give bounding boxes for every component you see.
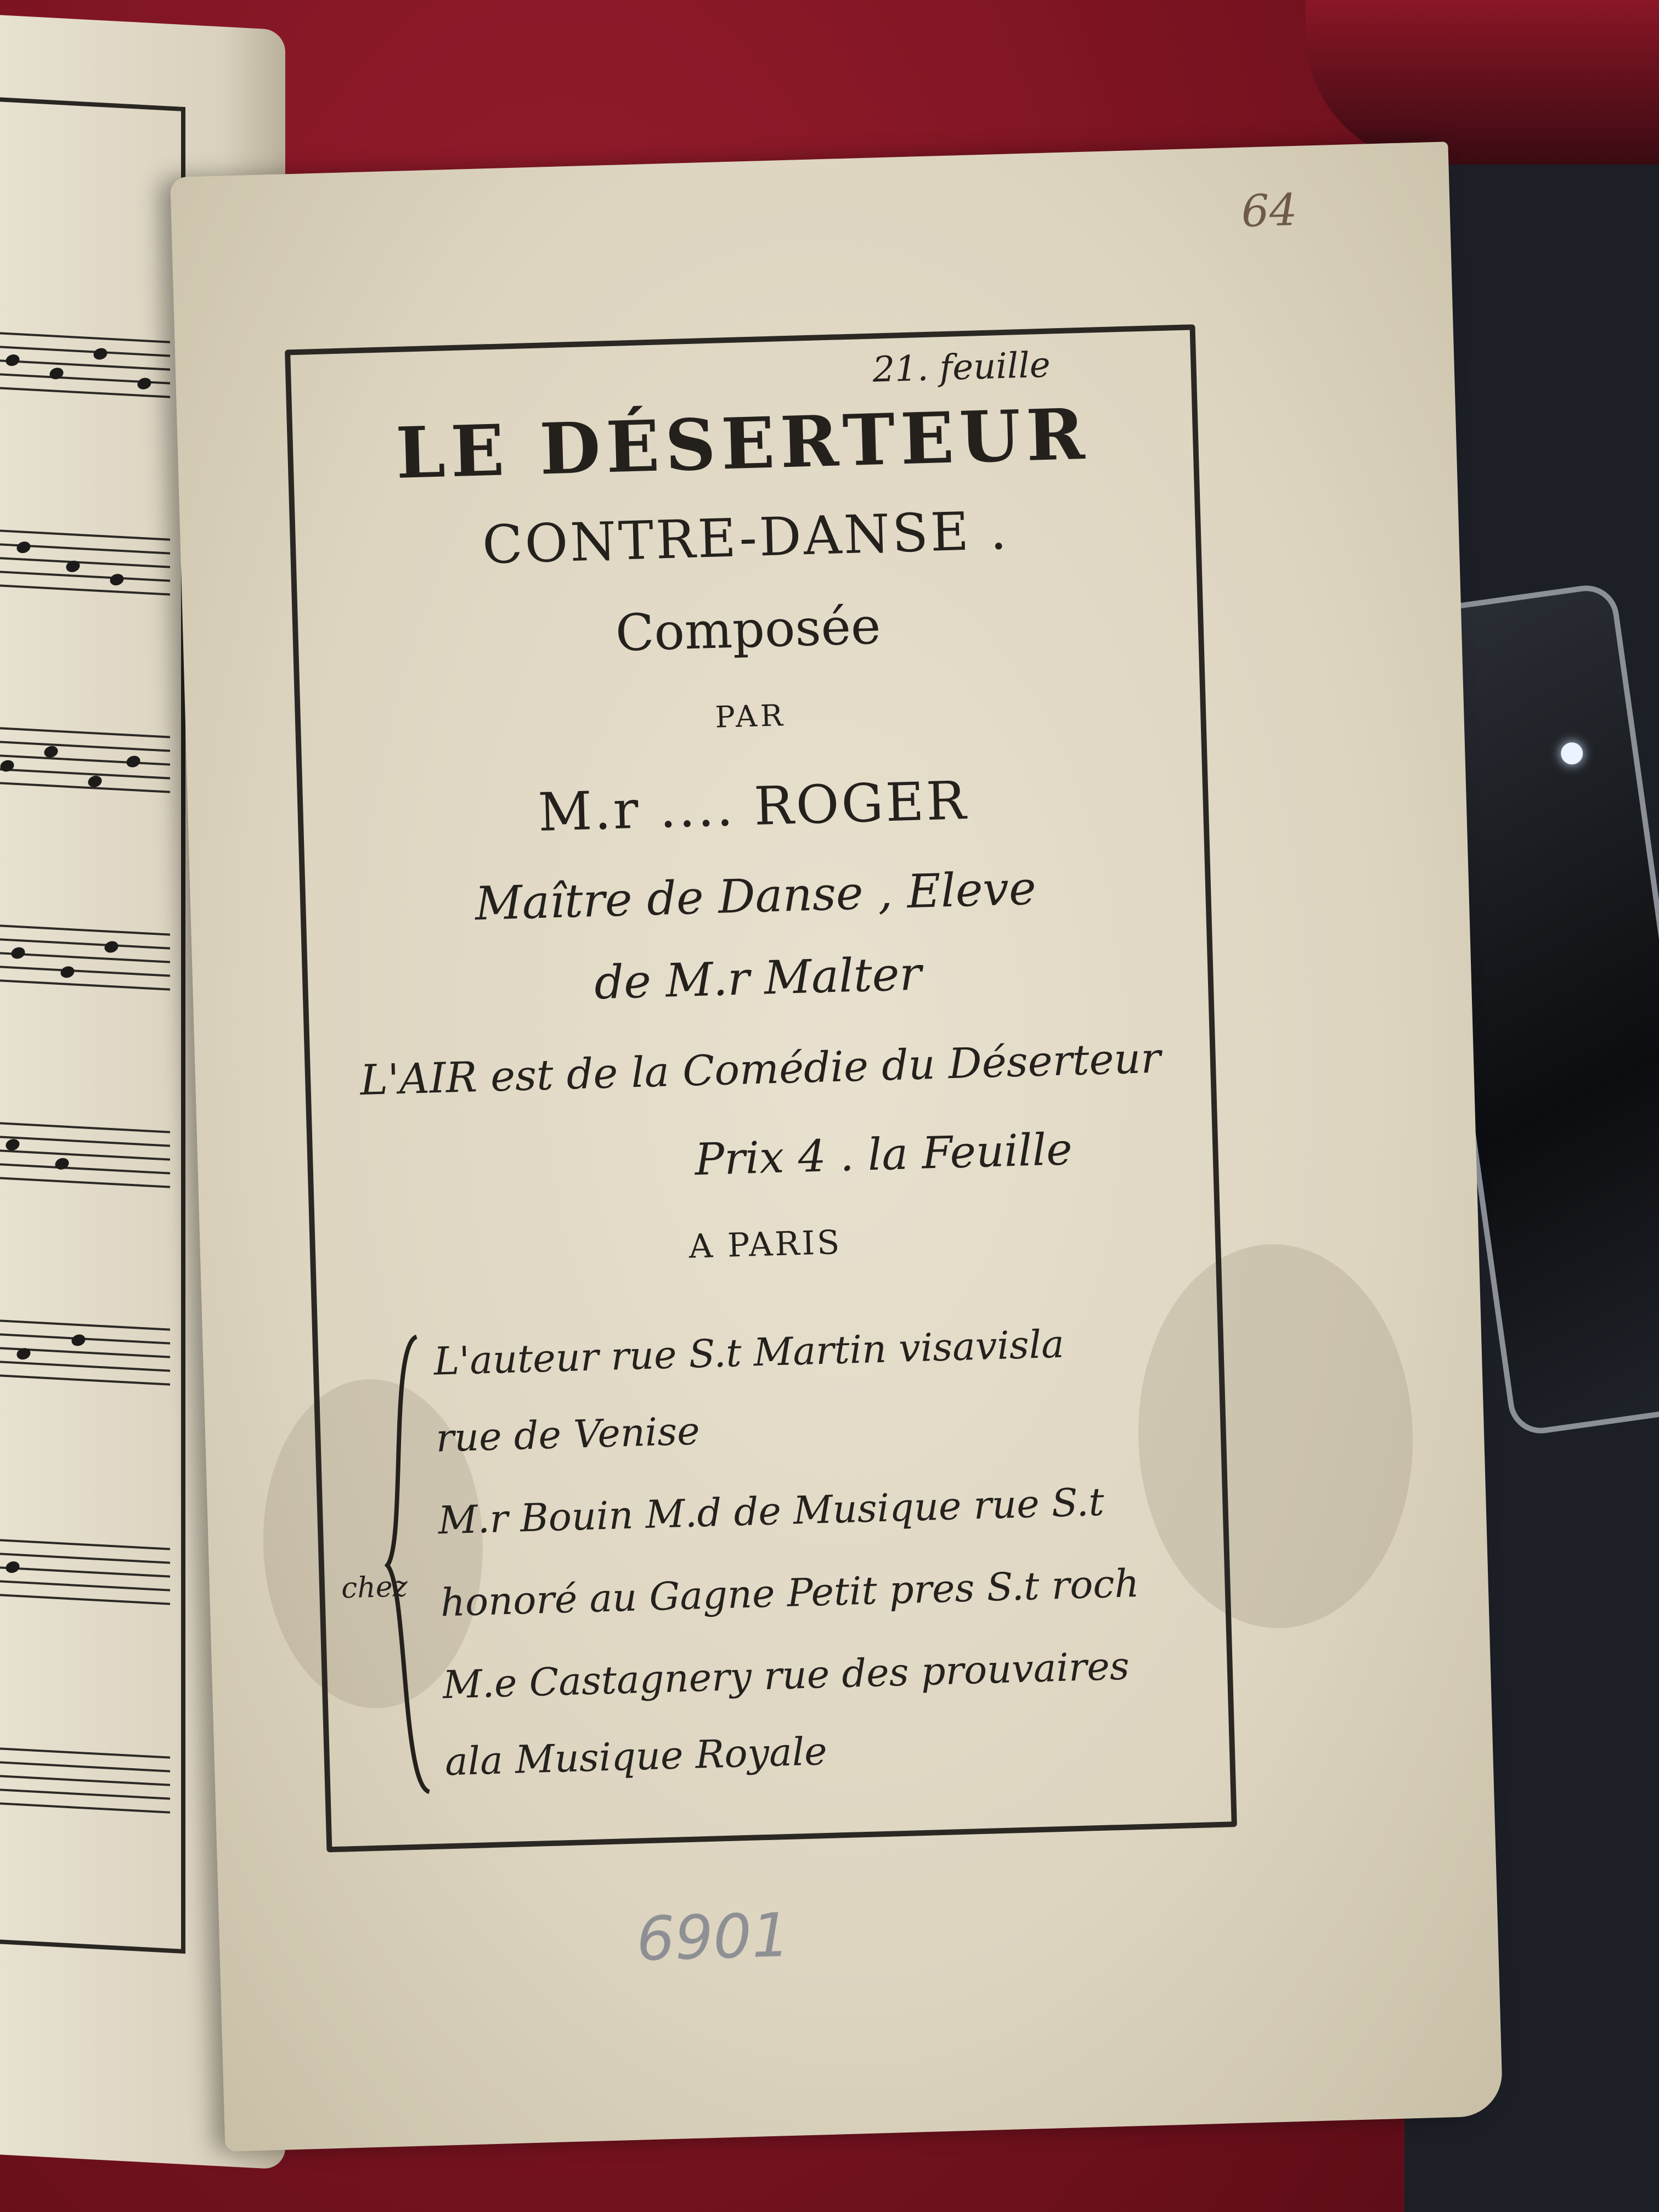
address-line: honoré au Gagne Petit pres S.t roch: [439, 1560, 1140, 1626]
music-staff: [0, 1747, 170, 1822]
price-line: Prix 4 . la Feuille: [694, 1124, 1073, 1186]
address-line: ala Musique Royale: [444, 1728, 828, 1785]
composed-line: Composée: [614, 596, 882, 663]
music-staff: [0, 529, 170, 605]
by-line: PAR: [714, 698, 787, 735]
chez-label: chez: [341, 1570, 408, 1605]
page-title: LE DÉSERTEUR: [394, 393, 1091, 495]
author-role: Maître de Danse , Eleve: [474, 861, 1037, 931]
teacher-line: de M.r Malter: [593, 946, 922, 1010]
curly-brace: [378, 1334, 435, 1796]
subtitle: CONTRE-DANSE .: [481, 499, 1010, 576]
music-staff: [0, 1538, 170, 1614]
place-line: A PARIS: [688, 1223, 843, 1266]
address-line: M.r Bouin M.d de Musique rue S.t: [437, 1479, 1105, 1543]
folio-number: 64: [1240, 184, 1298, 237]
music-staff: [0, 924, 170, 1000]
title-page: [170, 142, 1503, 2152]
music-score-frame: [0, 97, 185, 1954]
air-note: L'AIR est de la Comédie du Déserteur: [359, 1033, 1161, 1105]
address-line: L'auteur rue S.t Martin visavisla: [433, 1321, 1065, 1384]
music-staff: [0, 331, 170, 407]
engraved-title-plate: [285, 324, 1237, 1852]
music-staff: [0, 1121, 170, 1197]
music-staff: [0, 1319, 170, 1395]
address-line: M.e Castagnery rue des prouvaires: [442, 1643, 1130, 1708]
sheet-note: 21. feuille: [872, 345, 1051, 391]
music-staff: [0, 726, 170, 802]
light-reflection: [1560, 741, 1584, 766]
author-name: M.r .... ROGER: [537, 770, 969, 843]
address-line: rue de Venise: [435, 1408, 701, 1461]
pencil-inventory-number: 6901: [635, 1899, 791, 1974]
